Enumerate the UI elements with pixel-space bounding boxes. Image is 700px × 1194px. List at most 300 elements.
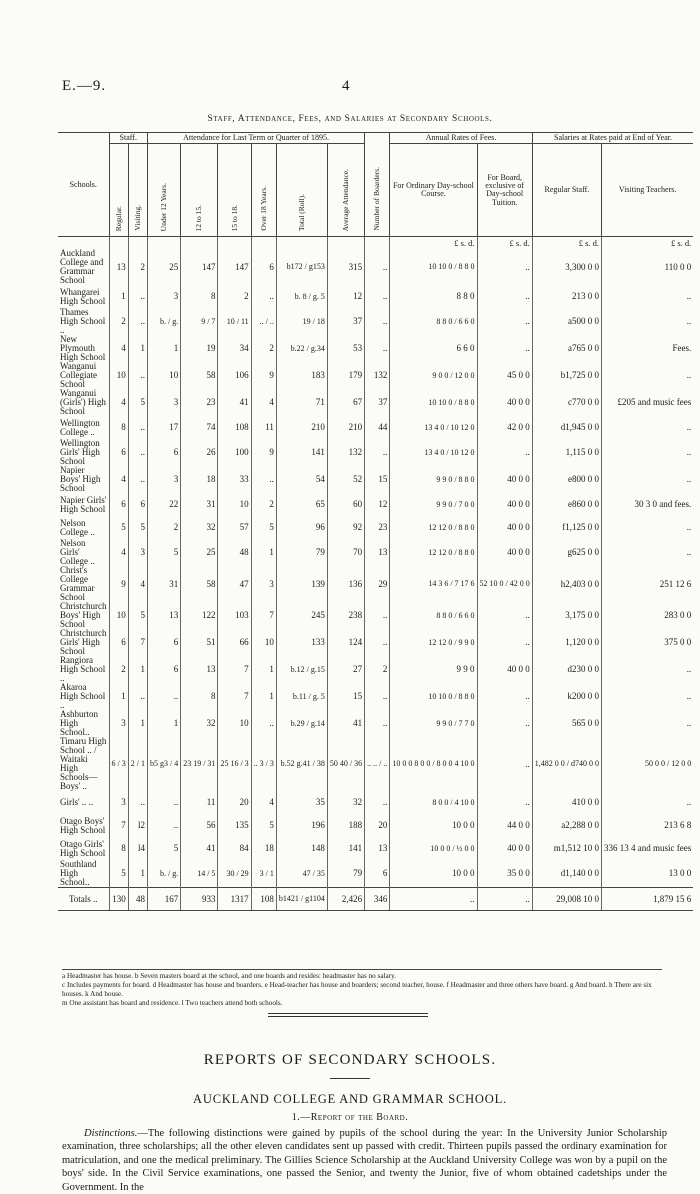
group-staff: Staff. — [109, 133, 147, 144]
cell-a15: 30 / 29 — [218, 860, 251, 888]
cell-reg: 4 — [109, 466, 128, 493]
cell-board: 6 — [365, 860, 390, 888]
cell-o18: 11 — [251, 416, 276, 439]
cell-reg: 4 — [109, 335, 128, 362]
table-title: Staff, Attendance, Fees, and Salaries at Secondary Schools. — [207, 114, 493, 124]
col-fee-board: For Board, exclusive of Day-school Tuition. — [477, 144, 532, 237]
cell-salreg: 565 0 0 — [532, 710, 601, 737]
cell-feeday: 8 0 0 / 4 10 0 — [390, 791, 477, 814]
cell-u12: 3 — [147, 285, 180, 308]
cell-a12: 32 — [181, 516, 218, 539]
school-name: Christ's College Grammar School — [60, 565, 95, 603]
school-name: Nelson College .. — [60, 517, 95, 537]
cell-avg: 70 — [327, 539, 364, 566]
cell-reg: 1 — [109, 285, 128, 308]
cell-o18: 4 — [251, 389, 276, 416]
table-row — [58, 629, 693, 656]
school-name: Timaru High School .. / Waitaki High Schools— Boys' .. — [60, 736, 107, 792]
cell-feeboard: 45 0 0 — [477, 362, 532, 389]
cell-o18: 1 — [251, 539, 276, 566]
cell-feeboard: 40 0 0 — [477, 493, 532, 516]
cell-vis: .. — [128, 791, 147, 814]
cell: 48 — [128, 888, 147, 911]
document-code: E.—9. — [62, 78, 107, 94]
cell-vis: 6 — [128, 493, 147, 516]
cell-total: 71 — [276, 389, 327, 416]
cell-feeboard: .. — [477, 737, 532, 791]
cell-total: b.12 / g.15 — [276, 656, 327, 683]
units-row — [58, 237, 693, 250]
cell-reg: 6 — [109, 629, 128, 656]
cell-vis: 5 — [128, 602, 147, 629]
cell-feeday: 10 10 0 / 8 8 0 — [390, 389, 477, 416]
cell-a15: 25 16 / 3 — [218, 737, 251, 791]
cell-o18: 5 — [251, 516, 276, 539]
cell: 108 — [251, 888, 276, 911]
cell-board: 132 — [365, 362, 390, 389]
cell-salvis: .. — [602, 466, 694, 493]
table-row — [58, 737, 693, 791]
school-name: Wellington College .. — [60, 417, 100, 437]
cell-board: 13 — [365, 539, 390, 566]
cell-feeboard: .. — [477, 308, 532, 335]
cell-feeday: 14 3 6 / 7 17 6 — [390, 566, 477, 602]
cell-salvis: Fees. — [602, 335, 694, 362]
title-rule — [330, 1078, 370, 1079]
cell-total: b172 / g153 — [276, 249, 327, 285]
cell-feeday: 9 9 0 / 8 8 0 — [390, 466, 477, 493]
cell-o18: 5 — [251, 814, 276, 837]
cell-feeboard: .. — [477, 629, 532, 656]
cell-u12: b. / g. — [147, 860, 180, 888]
cell-feeday: 12 12 0 / 9 9 0 — [390, 629, 477, 656]
cell-salvis: .. — [602, 308, 694, 335]
cell-feeday: 10 10 0 / 8 8 0 — [390, 683, 477, 710]
cell-board: 44 — [365, 416, 390, 439]
cell-o18: 2 — [251, 335, 276, 362]
cell-a12: 8 — [181, 683, 218, 710]
cell-board: 23 — [365, 516, 390, 539]
cell-salvis: .. — [602, 710, 694, 737]
table-row — [58, 539, 693, 566]
table-row — [58, 249, 693, 285]
cell-salreg: 1,115 0 0 — [532, 439, 601, 466]
cell-feeboard: 40 0 0 — [477, 656, 532, 683]
cell-feeboard: 42 0 0 — [477, 416, 532, 439]
cell-vis: 2 — [128, 249, 147, 285]
cell-u12: 10 — [147, 362, 180, 389]
cell-total: 141 — [276, 439, 327, 466]
cell-salreg: h2,403 0 0 — [532, 566, 601, 602]
cell-feeday: 10 10 0 / 8 8 0 — [390, 249, 477, 285]
cell-vis: l4 — [128, 837, 147, 860]
cell-feeday: 9 9 0 — [390, 656, 477, 683]
cell-reg: 1 — [109, 683, 128, 710]
school-name: Southland High School.. — [60, 859, 97, 888]
cell-total: b.52 g.41 / 38 — [276, 737, 327, 791]
cell-reg: 5 — [109, 516, 128, 539]
col-boarders: Number of Boarders. — [365, 133, 390, 237]
cell-a15: 57 — [218, 516, 251, 539]
cell-a12: 14 / 5 — [181, 860, 218, 888]
cell-u12: 3 — [147, 466, 180, 493]
cell-salvis: 13 0 0 — [602, 860, 694, 888]
cell-reg: 2 — [109, 656, 128, 683]
unit-salary-regular: £ s. d. — [532, 237, 601, 250]
page-number: 4 — [342, 78, 350, 94]
cell-vis: 4 — [128, 566, 147, 602]
cell-o18: 9 — [251, 362, 276, 389]
cell-a15: 10 — [218, 493, 251, 516]
school-name: Girls' .. .. — [60, 797, 94, 808]
cell-salvis: .. — [602, 683, 694, 710]
group-salaries: Salaries at Rates paid at End of Year. — [532, 133, 693, 144]
cell-vis: .. — [128, 439, 147, 466]
table-row — [58, 566, 693, 602]
cell-salreg: 213 0 0 — [532, 285, 601, 308]
cell-o18: 6 — [251, 249, 276, 285]
cell-feeboard: 35 0 0 — [477, 860, 532, 888]
school-name: Napier Girls' High School — [60, 494, 107, 514]
cell: 1,879 15 6 — [602, 888, 694, 911]
cell-a15: 7 — [218, 683, 251, 710]
cell-a15: 10 — [218, 710, 251, 737]
cell-o18: 1 — [251, 656, 276, 683]
cell-board: .. — [365, 710, 390, 737]
cell-feeboard: 40 0 0 — [477, 837, 532, 860]
cell-total: b.11 / g. 5 — [276, 683, 327, 710]
cell-a12: 51 — [181, 629, 218, 656]
unit-fee-day: £ s. d. — [390, 237, 477, 250]
cell-a12: 122 — [181, 602, 218, 629]
cell-feeday: 6 6 0 — [390, 335, 477, 362]
cell-feeboard: .. — [477, 249, 532, 285]
school-name: Christchurch Boys' High School — [60, 601, 107, 630]
school-name: Ashburton High School.. — [60, 709, 98, 738]
col-12to15: 12 to 15. — [181, 144, 218, 237]
cell-feeboard: 40 0 0 — [477, 389, 532, 416]
table-row — [58, 493, 693, 516]
cell-a12: 11 — [181, 791, 218, 814]
cell-total: 133 — [276, 629, 327, 656]
cell-a15: 10 / 11 — [218, 308, 251, 335]
cell-avg: 92 — [327, 516, 364, 539]
cell-salvis: 110 0 0 — [602, 249, 694, 285]
cell-avg: 141 — [327, 837, 364, 860]
cell-total: 54 — [276, 466, 327, 493]
cell-o18: 10 — [251, 629, 276, 656]
cell-reg: 3 — [109, 791, 128, 814]
cell-avg: 132 — [327, 439, 364, 466]
cell-board: .. — [365, 683, 390, 710]
cell-feeboard: .. — [477, 602, 532, 629]
cell-o18: .. / .. — [251, 308, 276, 335]
cell-salreg: a765 0 0 — [532, 335, 601, 362]
school-name: Nelson Girls' College .. — [60, 538, 95, 567]
totals-label: Totals .. — [58, 888, 109, 911]
cell-a15: 66 — [218, 629, 251, 656]
cell-feeday: 9 9 0 / 7 7 0 — [390, 710, 477, 737]
cell-a12: 56 — [181, 814, 218, 837]
cell-reg: 7 — [109, 814, 128, 837]
table-row — [58, 516, 693, 539]
cell-total: 47 / 35 — [276, 860, 327, 888]
cell-u12: 6 — [147, 439, 180, 466]
cell-salvis: .. — [602, 362, 694, 389]
cell-avg: 12 — [327, 285, 364, 308]
cell-vis: .. — [128, 362, 147, 389]
cell-u12: 17 — [147, 416, 180, 439]
cell: 2,426 — [327, 888, 364, 911]
table-row — [58, 837, 693, 860]
cell-a15: 147 — [218, 249, 251, 285]
cell-feeday: 10 0 0 / ½ 0 0 — [390, 837, 477, 860]
cell-vis: .. — [128, 683, 147, 710]
cell-vis: 1 — [128, 860, 147, 888]
table-row — [58, 416, 693, 439]
cell-vis: 3 — [128, 539, 147, 566]
cell-board: 29 — [365, 566, 390, 602]
cell-u12: 5 — [147, 837, 180, 860]
cell-total: 196 — [276, 814, 327, 837]
cell-reg: 4 — [109, 389, 128, 416]
school-name: Wellington Girls' High School — [60, 438, 100, 467]
cell-vis: l2 — [128, 814, 147, 837]
cell-salvis: .. — [602, 539, 694, 566]
cell-salvis: .. — [602, 416, 694, 439]
college-title: AUCKLAND COLLEGE AND GRAMMAR SCHOOL. — [193, 1092, 507, 1106]
unit-fee-board: £ s. d. — [477, 237, 532, 250]
table-row — [58, 860, 693, 888]
reports-title: REPORTS OF SECONDARY SCHOOLS. — [203, 1052, 497, 1068]
cell-feeday: 9 0 0 / 12 0 0 — [390, 362, 477, 389]
cell-a12: 32 — [181, 710, 218, 737]
cell-feeday: 12 12 0 / 8 8 0 — [390, 516, 477, 539]
cell-avg: 41 — [327, 710, 364, 737]
cell-salreg: f1,125 0 0 — [532, 516, 601, 539]
cell-salreg: 3,300 0 0 — [532, 249, 601, 285]
cell-board: .. — [365, 308, 390, 335]
school-name: Rangiora High School .. — [60, 655, 106, 684]
cell-total: b.22 / g.34 — [276, 335, 327, 362]
cell-u12: 1 — [147, 710, 180, 737]
cell-avg: 315 — [327, 249, 364, 285]
cell-salreg: a2,288 0 0 — [532, 814, 601, 837]
cell-salvis: .. — [602, 439, 694, 466]
cell-avg: 188 — [327, 814, 364, 837]
cell-salvis: .. — [602, 516, 694, 539]
cell-feeday: 8 8 0 — [390, 285, 477, 308]
cell-feeday: 9 9 0 / 7 0 0 — [390, 493, 477, 516]
cell-salreg: m1,512 10 0 — [532, 837, 601, 860]
cell-salreg: c770 0 0 — [532, 389, 601, 416]
school-name: Wanganui Collegiate School — [60, 361, 97, 390]
cell-o18: 3 — [251, 566, 276, 602]
cell-a12: 58 — [181, 566, 218, 602]
table-row — [58, 602, 693, 629]
cell: 1317 — [218, 888, 251, 911]
cell-vis: 2 / 1 — [128, 737, 147, 791]
cell-salvis: 251 12 6 — [602, 566, 694, 602]
footnote: m One assistant has board and residence. l Two teachers attend both schools. — [62, 999, 283, 1007]
cell-salreg: a500 0 0 — [532, 308, 601, 335]
table-row — [58, 656, 693, 683]
cell-a12: 41 — [181, 837, 218, 860]
school-name: New Plymouth High School — [60, 334, 106, 363]
footnote: c Includes payments for board. d Headmaster has house and boarders. e Head-teacher has house and boarders; second teacher, house. f Headmaster and three others have board. g And board. h There are six houses. k And house. — [62, 981, 652, 998]
paragraph-lead: Distinctions. — [84, 1128, 138, 1139]
cell-board: .. .. / .. — [365, 737, 390, 791]
cell-u12: 2 — [147, 516, 180, 539]
cell-o18: .. — [251, 285, 276, 308]
cell: 346 — [365, 888, 390, 911]
cell-u12: .. — [147, 814, 180, 837]
cell: 933 — [181, 888, 218, 911]
table-row — [58, 791, 693, 814]
cell-avg: 136 — [327, 566, 364, 602]
table-row — [58, 683, 693, 710]
cell: 29,008 10 0 — [532, 888, 601, 911]
cell-avg: 60 — [327, 493, 364, 516]
cell-salreg: e860 0 0 — [532, 493, 601, 516]
cell: .. — [477, 888, 532, 911]
cell-a15: 108 — [218, 416, 251, 439]
cell-o18: 4 — [251, 791, 276, 814]
table-row — [58, 466, 693, 493]
cell-avg: 27 — [327, 656, 364, 683]
cell-total: 148 — [276, 837, 327, 860]
school-name: Whangarei High School — [60, 286, 106, 306]
cell-feeboard: 44 0 0 — [477, 814, 532, 837]
cell-a12: 19 — [181, 335, 218, 362]
cell-a15: 7 — [218, 656, 251, 683]
group-fees: Annual Rates of Fees. — [390, 133, 532, 144]
school-name: Otago Girls' High School — [60, 838, 106, 858]
col-under12: Under 12 Years. — [147, 144, 180, 237]
cell-total: 96 — [276, 516, 327, 539]
cell-o18: 3 / 1 — [251, 860, 276, 888]
cell-u12: .. — [147, 683, 180, 710]
cell-o18: 7 — [251, 602, 276, 629]
cell-salreg: k200 0 0 — [532, 683, 601, 710]
cell-feeday: 8 8 0 / 6 6 0 — [390, 602, 477, 629]
cell-salreg: b1,725 0 0 — [532, 362, 601, 389]
cell-a12: 13 — [181, 656, 218, 683]
cell-reg: 10 — [109, 602, 128, 629]
schools-table — [58, 132, 692, 911]
cell-reg: 13 — [109, 249, 128, 285]
cell-a15: 106 — [218, 362, 251, 389]
cell-total: 65 — [276, 493, 327, 516]
cell-a15: 100 — [218, 439, 251, 466]
cell-feeday: 10 0 0 — [390, 860, 477, 888]
cell-salreg: d1,140 0 0 — [532, 860, 601, 888]
cell-u12: 31 — [147, 566, 180, 602]
cell-avg: 37 — [327, 308, 364, 335]
cell-a15: 34 — [218, 335, 251, 362]
cell-vis: 1 — [128, 656, 147, 683]
cell-board: .. — [365, 602, 390, 629]
table-row — [58, 439, 693, 466]
cell-total: 35 — [276, 791, 327, 814]
cell-u12: 1 — [147, 335, 180, 362]
col-salary-regular: Regular Staff. — [532, 144, 601, 237]
cell-salreg: 410 0 0 — [532, 791, 601, 814]
cell-salreg: g625 0 0 — [532, 539, 601, 566]
cell-avg: 179 — [327, 362, 364, 389]
cell-salvis: .. — [602, 656, 694, 683]
cell-o18: 2 — [251, 493, 276, 516]
cell: b1421 / g1104 — [276, 888, 327, 911]
school-name: Thames High School .. — [60, 307, 106, 336]
cell-total: 183 — [276, 362, 327, 389]
table-row — [58, 389, 693, 416]
body-paragraph — [62, 1127, 667, 1194]
col-regular: Regular. — [109, 144, 128, 237]
cell-feeboard: 40 0 0 — [477, 539, 532, 566]
cell-a15: 48 — [218, 539, 251, 566]
cell-reg: 2 — [109, 308, 128, 335]
cell-u12: .. — [147, 791, 180, 814]
cell-a12: 23 — [181, 389, 218, 416]
cell-feeday: 13 4 0 / 10 12 0 — [390, 416, 477, 439]
cell-feeboard: 40 0 0 — [477, 466, 532, 493]
cell-board: .. — [365, 791, 390, 814]
cell-feeday: 13 4 0 / 10 12 0 — [390, 439, 477, 466]
cell-reg: 6 — [109, 493, 128, 516]
cell-salreg: d1,945 0 0 — [532, 416, 601, 439]
cell-u12: 13 — [147, 602, 180, 629]
cell-u12: b5 g3 / 4 — [147, 737, 180, 791]
cell-salvis: £205 and music fees — [602, 389, 694, 416]
cell-feeday: 12 12 0 / 8 8 0 — [390, 539, 477, 566]
cell-salvis: 213 6 8 — [602, 814, 694, 837]
col-total: Total (Roll). — [276, 144, 327, 237]
cell-reg: 4 — [109, 539, 128, 566]
cell-reg: 8 — [109, 416, 128, 439]
cell-reg: 6 — [109, 439, 128, 466]
cell-board: 12 — [365, 493, 390, 516]
cell-vis: 7 — [128, 629, 147, 656]
col-visiting: Visiting. — [128, 144, 147, 237]
col-fee-day: For Ordinary Day-school Course. — [390, 144, 477, 237]
school-name: Auckland College and Grammar School — [60, 248, 104, 286]
cell-feeboard: 40 0 0 — [477, 516, 532, 539]
cell-vis: .. — [128, 308, 147, 335]
cell-u12: 5 — [147, 539, 180, 566]
cell-reg: 9 — [109, 566, 128, 602]
totals-row — [58, 888, 693, 911]
cell-vis: 1 — [128, 335, 147, 362]
school-name: Akaroa High School .. — [60, 682, 106, 711]
cell-total: b. 8 / g. 5 — [276, 285, 327, 308]
col-15to18: 15 to 18. — [218, 144, 251, 237]
cell-salvis: .. — [602, 791, 694, 814]
cell-avg: 52 — [327, 466, 364, 493]
cell-feeboard: 52 10 0 / 42 0 0 — [477, 566, 532, 602]
cell-feeboard: .. — [477, 683, 532, 710]
paragraph-text: —The following distinctions were gained by pupils of the school during the year: In the University Junior Scholarship examination, three scholarships; all the other eleven candidates sent up passed with credit. Thirteen pupils passed the ordinary examination for matriculation, and one the medical preliminary. The Gillies Science Scholarship at the Auckland University College was won by a pupil on the boys' side. In the Civil Service examinations, one passed the Senior, and twenty the Junior, five of whom obtained cadetships under the Government. In the — [62, 1128, 667, 1193]
cell-feeboard: .. — [477, 439, 532, 466]
cell-board: 37 — [365, 389, 390, 416]
cell-feeday: 10 0 0 8 0 0 / 8 0 0 4 10 0 — [390, 737, 477, 791]
cell-a12: 58 — [181, 362, 218, 389]
cell-o18: 9 — [251, 439, 276, 466]
cell-u12: b. / g. — [147, 308, 180, 335]
cell-o18: .. — [251, 710, 276, 737]
cell-vis: .. — [128, 285, 147, 308]
cell-u12: 25 — [147, 249, 180, 285]
